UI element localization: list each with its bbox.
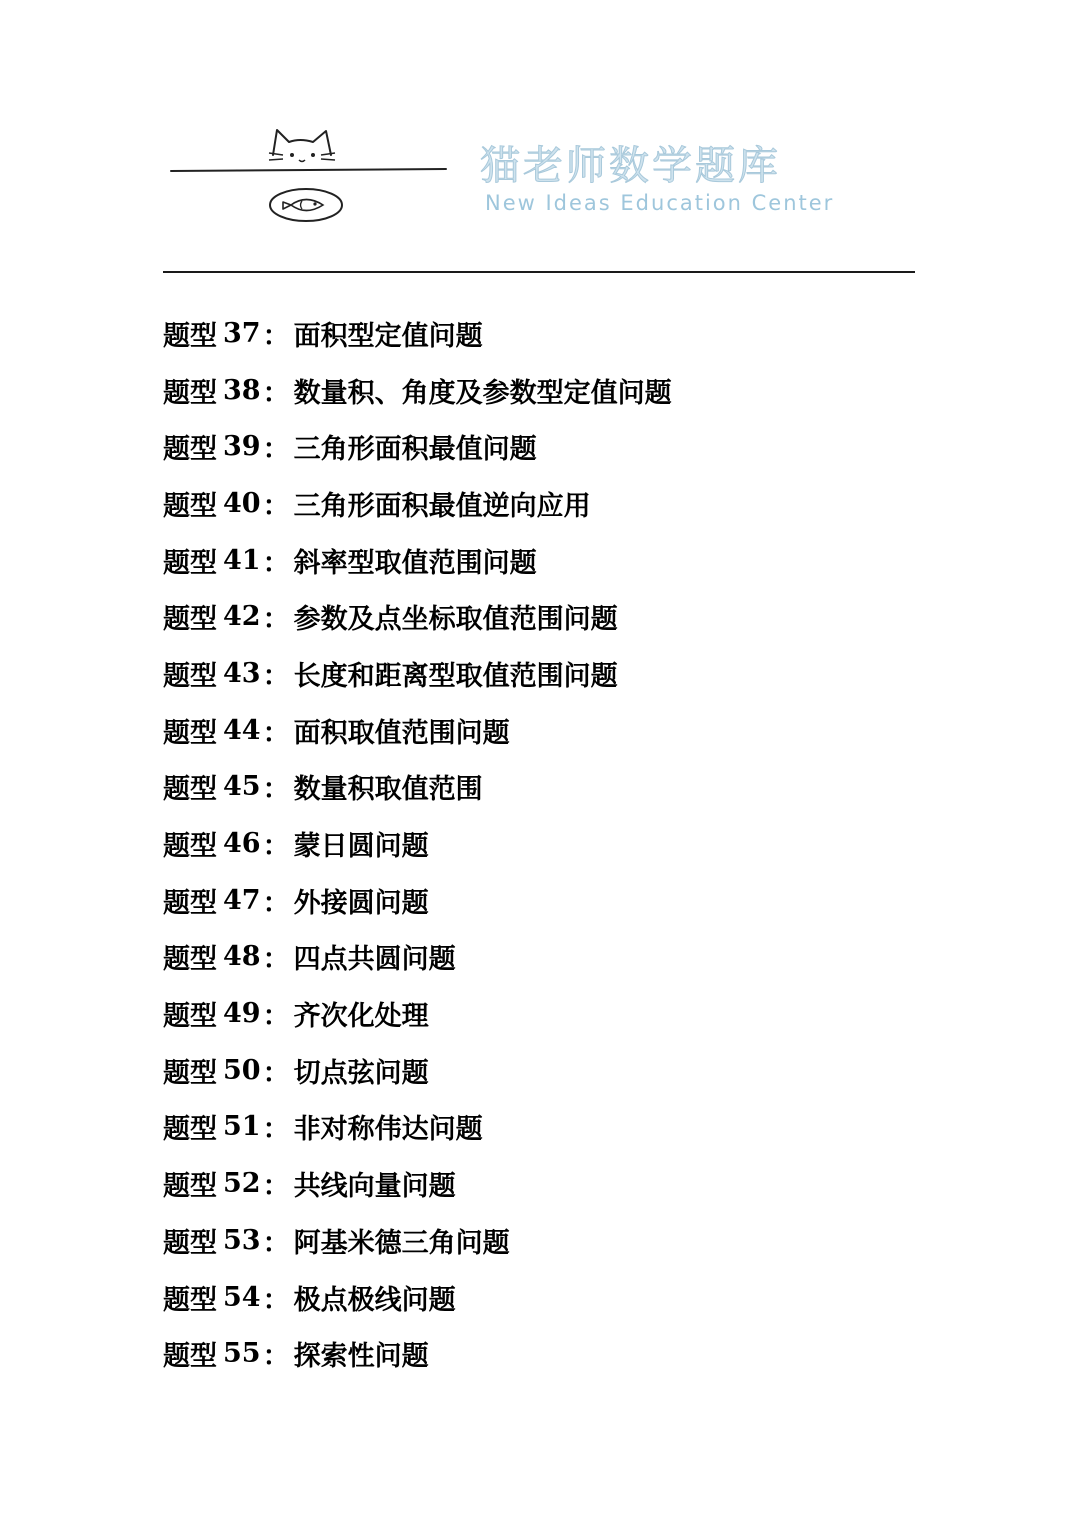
- toc-item-colon: ：: [262, 1341, 290, 1373]
- toc-item-prefix: 题型: [163, 717, 217, 749]
- toc-item-prefix: 题型: [163, 1114, 217, 1146]
- toc-item: [163, 305, 672, 362]
- toc-item-number: 55: [223, 1338, 261, 1370]
- toc-item-title: 长度和距离型取值范围问题: [293, 660, 618, 692]
- toc-item-title: 数量积取值范围: [293, 774, 483, 806]
- toc-item-prefix: 题型: [163, 1171, 217, 1203]
- toc-item-number: 52: [223, 1168, 261, 1200]
- toc-item-prefix: 题型: [163, 1001, 217, 1033]
- toc-item: [163, 418, 672, 475]
- page-header: [0, 0, 1080, 280]
- toc-item-colon: ：: [262, 1227, 290, 1259]
- toc-item-title: 齐次化处理: [293, 1001, 429, 1033]
- toc-item-prefix: 题型: [163, 944, 217, 976]
- toc-item-colon: ：: [262, 1057, 290, 1089]
- toc-item-colon: ：: [262, 717, 290, 749]
- toc-item: [163, 588, 672, 645]
- toc-item-number: 53: [223, 1224, 261, 1256]
- toc-item-title: 面积型定值问题: [293, 320, 483, 352]
- toc-item: [163, 985, 672, 1042]
- toc-item-number: 39: [223, 431, 261, 463]
- toc-item-prefix: 题型: [163, 604, 217, 636]
- toc-item-prefix: 题型: [163, 320, 217, 352]
- toc-item-number: 43: [223, 657, 261, 689]
- toc-item: [163, 702, 672, 759]
- toc-item-title: 切点弦问题: [293, 1057, 429, 1089]
- toc-item-prefix: 题型: [163, 490, 217, 522]
- toc-item-number: 51: [223, 1111, 261, 1143]
- toc-item-prefix: 题型: [163, 1341, 217, 1373]
- toc-item-title: 外接圆问题: [293, 887, 429, 919]
- toc-item-colon: ：: [262, 660, 290, 692]
- toc-item-number: 45: [223, 771, 261, 803]
- brand-title-cn: 猫老师数学题库: [480, 143, 781, 189]
- toc-item-number: 42: [223, 601, 261, 633]
- toc-item: [163, 1325, 672, 1382]
- toc-item-number: 48: [223, 941, 261, 973]
- toc-item: [163, 1099, 672, 1156]
- toc-item: [163, 475, 672, 532]
- toc-item-colon: ：: [262, 1114, 290, 1146]
- toc-item-title: 三角形面积最值问题: [293, 434, 537, 466]
- toc-item-prefix: 题型: [163, 831, 217, 863]
- toc-item-colon: ：: [262, 320, 290, 352]
- toc-item-colon: ：: [262, 490, 290, 522]
- toc-item-number: 37: [223, 317, 261, 349]
- toc-item-number: 50: [223, 1054, 261, 1086]
- toc-item-number: 38: [223, 374, 261, 406]
- toc-item-title: 面积取值范围问题: [293, 717, 510, 749]
- toc-item-title: 数量积、角度及参数型定值问题: [293, 377, 672, 409]
- toc-item-title: 蒙日圆问题: [293, 831, 429, 863]
- toc-item-title: 共线向量问题: [293, 1171, 456, 1203]
- toc-item-colon: ：: [262, 377, 290, 409]
- toc-item: [163, 1212, 672, 1269]
- toc-item: [163, 1155, 672, 1212]
- toc-item-colon: ：: [262, 547, 290, 579]
- toc-item: [163, 1042, 672, 1099]
- toc-item-title: 斜率型取值范围问题: [293, 547, 537, 579]
- toc-item-prefix: 题型: [163, 1227, 217, 1259]
- toc-item: [163, 872, 672, 929]
- cat-logo-icon: [165, 122, 455, 232]
- toc-item-colon: ：: [262, 604, 290, 636]
- toc-item-prefix: 题型: [163, 547, 217, 579]
- toc-item: [163, 815, 672, 872]
- toc-item-colon: ：: [262, 944, 290, 976]
- toc-item-colon: ：: [262, 434, 290, 466]
- toc-item-title: 三角形面积最值逆向应用: [293, 490, 591, 522]
- brand-title-en: New Ideas Education Center: [485, 191, 835, 215]
- toc-item-title: 四点共圆问题: [293, 944, 456, 976]
- toc-item-title: 参数及点坐标取值范围问题: [293, 604, 618, 636]
- header-divider: [163, 271, 915, 273]
- toc-item: [163, 532, 672, 589]
- table-of-contents: [163, 305, 672, 1382]
- toc-item-number: 46: [223, 828, 261, 860]
- toc-item-prefix: 题型: [163, 1057, 217, 1089]
- toc-item-colon: ：: [262, 1171, 290, 1203]
- toc-item-colon: ：: [262, 887, 290, 919]
- toc-item: [163, 645, 672, 702]
- toc-item-number: 41: [223, 544, 261, 576]
- toc-item-prefix: 题型: [163, 660, 217, 692]
- toc-item-number: 49: [223, 998, 261, 1030]
- toc-item-number: 40: [223, 487, 261, 519]
- toc-item-prefix: 题型: [163, 774, 217, 806]
- toc-item-prefix: 题型: [163, 377, 217, 409]
- toc-item-number: 54: [223, 1281, 261, 1313]
- toc-item-prefix: 题型: [163, 434, 217, 466]
- toc-item-title: 阿基米德三角问题: [293, 1227, 510, 1259]
- toc-item: [163, 759, 672, 816]
- toc-item: [163, 362, 672, 419]
- toc-item: [163, 929, 672, 986]
- toc-item-prefix: 题型: [163, 887, 217, 919]
- toc-item-title: 探索性问题: [293, 1341, 429, 1373]
- toc-item-number: 47: [223, 884, 261, 916]
- toc-item-number: 44: [223, 714, 261, 746]
- toc-item-title: 非对称伟达问题: [293, 1114, 483, 1146]
- toc-item-colon: ：: [262, 831, 290, 863]
- toc-item-colon: ：: [262, 774, 290, 806]
- toc-item-prefix: 题型: [163, 1284, 217, 1316]
- toc-item-title: 极点极线问题: [293, 1284, 456, 1316]
- toc-item-colon: ：: [262, 1001, 290, 1033]
- toc-item: [163, 1269, 672, 1326]
- toc-item-colon: ：: [262, 1284, 290, 1316]
